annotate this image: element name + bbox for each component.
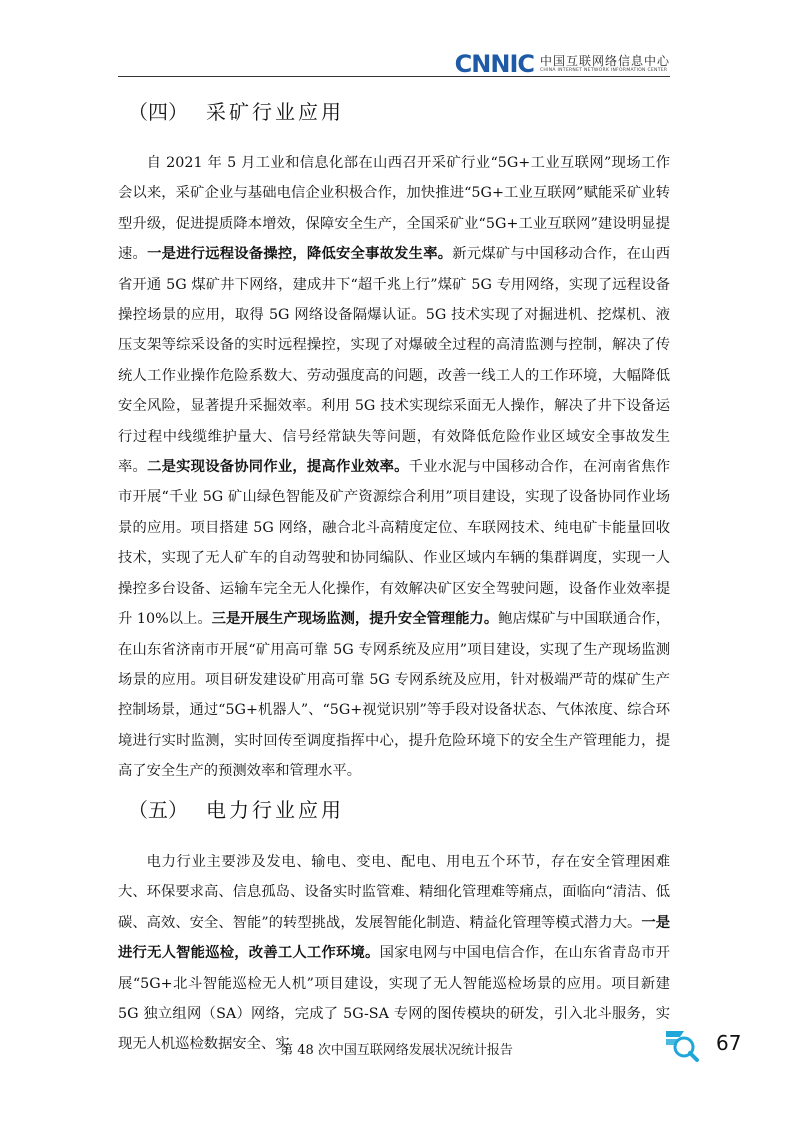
header-divider <box>118 76 670 77</box>
section-title: 采矿行业应用 <box>206 100 344 124</box>
footer-report-title: 第 48 次中国互联网络发展状况统计报告 <box>280 1043 513 1058</box>
text-run: 电力行业主要涉及发电、输电、变电、配电、用电五个环节，存在安全管理困难大、环保要求高、信息孤岛、设备实时监管难、精细化管理难等痛点，面临向“清洁、低碳、高效、安全、智能”的转型挑战，发展智能化制造、精益化管理等模式潜力大。 <box>118 854 670 931</box>
mining-paragraph <box>118 148 670 787</box>
section-heading-power <box>128 794 344 823</box>
section-title: 电力行业应用 <box>206 798 344 822</box>
section-number: （四） <box>128 100 188 124</box>
text-run: 新元煤矿与中国移动合作，在山西省开通 5G 煤矿井下网络，建成井下“超千兆上行”煤矿 5G 专用网络，实现了远程设备操控场景的应用，取得 5G 网络设备隔爆认证。5G 技术实现了对掘进机、挖煤机、液压支架等综采设备的实时远程操控，实现了对爆破全过程的高清监测与控制，解决了传统人工作业操作危险系数大、劳动强度高的问题，改善一线工人的工作环境，大幅降低安全风险，显著提升采掘效率。利用 5G 技术实现综采面无人操作，解决了井下设备运行过程中线缆维护量大、信号经常缺失等问题，有效降低危险作业区域安全事故发生率。 <box>118 246 671 476</box>
power-paragraph <box>118 847 670 1060</box>
section-heading-mining <box>128 96 344 125</box>
logo-english-name: CHINA INTERNET NETWORK INFORMATION CENTER <box>539 68 668 73</box>
logo-mark: CNNIC <box>454 50 534 78</box>
cnnic-logo <box>455 52 670 76</box>
logo-chinese-name: 中国互联网络信息中心 <box>539 54 670 68</box>
section-number: （五） <box>128 798 188 822</box>
bold-key-point: 二是实现设备协同作业，提高作业效率。 <box>147 459 409 476</box>
text-run: 国家电网与中国电信合作，在山东省青岛市开展“5G+北斗智能巡检无人机”项目建设，实现了无人智能巡检场景的应用。项目新建 5G 独立组网（SA）网络，完成了 5G-SA 专网的图传模块的研发，引入北斗服务，实现无人机巡检数据安全、实 <box>118 945 671 1053</box>
bold-key-point: 一是进行远程设备操控，降低安全事故发生率。 <box>147 246 453 263</box>
text-run: 自 2021 年 5 月工业和信息化部在山西召开采矿行业“5G+工业互联网”现场工作会以来，采矿企业与基础电信企业积极合作，加快推进“5G+工业互联网”赋能采矿业转型升级，促进提质降本增效，保障安全生产，全国采矿业“5G+工业互联网”建设明显提速。 <box>118 155 670 263</box>
page-header <box>118 48 670 76</box>
text-run: 千业水泥与中国移动合作，在河南省焦作市开展“千业 5G 矿山绿色智能及矿产资源综合利用”项目建设，实现了设备协同作业场景的应用。项目搭建 5G 网络，融合北斗高精度定位、车联网技术、纯电矿卡能量回收技术，实现了无人矿车的自动驾驶和协同编队、作业区域内车辆的集群调度，实现一人操控多台设备、运输车完全无人化操作，有效解决矿区安全驾驶问题，设备作业效率提升 10%以上。 <box>118 459 671 628</box>
page-number: 67 <box>716 1031 742 1055</box>
search-magnifier-icon <box>664 1027 700 1063</box>
bold-key-point: 三是开展生产现场监测，提升安全管理能力。 <box>211 611 499 628</box>
text-run: 鲍店煤矿与中国联通合作，在山东省济南市开展“矿用高可靠 5G 专网系统及应用”项目建设，实现了生产现场监测场景的应用。项目研发建设矿用高可靠 5G 专网系统及应用，针对极端严苛的煤矿生产控制场景，通过“5G+机器人”、“5G+视觉识别”等手段对设备状态、气体浓度、综合环境进行实时监测，实时回传至调度指挥中心，提升危险环境下的安全生产管理能力，提高了安全生产的预测效率和管理水平。 <box>118 611 670 780</box>
logo-text <box>540 54 670 74</box>
bold-key-point: 一是进行无人智能巡检，改善工人工作环境。 <box>118 914 671 962</box>
